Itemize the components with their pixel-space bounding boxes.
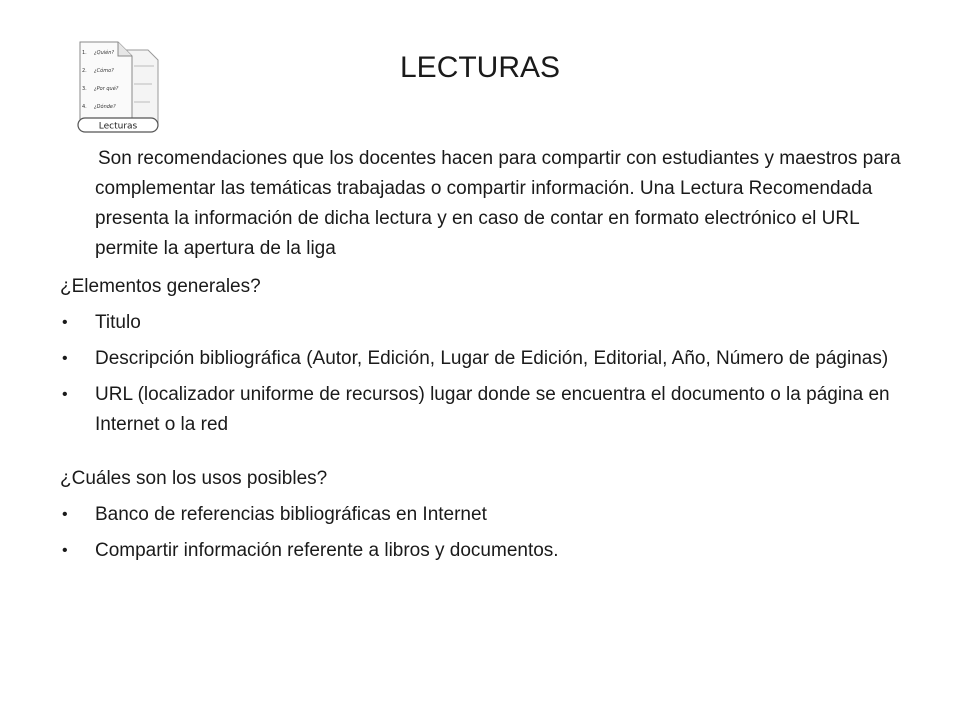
list-item [60,536,902,566]
list-item-text: Compartir información referente a libros y documentos. [95,540,559,561]
list-item [60,308,902,338]
list-item-text: Titulo [95,312,141,333]
bullet-list [60,308,902,440]
lecturas-logo [74,38,166,134]
lecturas-document-icon [74,38,166,134]
list-item-text: URL (localizador uniforme de recursos) lugar donde se encuentra el documento o la página en Internet o la red [95,384,890,435]
bullet-icon: • [62,350,68,367]
logo-line-num: 1. [82,50,87,56]
list-item [60,344,902,374]
logo-line-text: ¿Cómo? [94,68,114,74]
logo-line-num: 2. [82,68,87,74]
list-item [60,500,902,530]
logo-line-text: ¿Por qué? [94,86,119,92]
list-item-text: Banco de referencias bibliográficas en Internet [95,504,487,525]
logo-line-text: ¿Dónde? [94,104,116,110]
intro-paragraph: Son recomendaciones que los docentes hacen para compartir con estudiantes y maestros para complementar las temáticas trabajadas o compartir información. Una Lectura Recomendada presenta la información de dicha lectura y en caso de contar en formato electrónico el URL permite la apertura de la liga [95,148,901,259]
logo-line-text: ¿Quién? [94,50,115,56]
slide-title: LECTURAS [400,51,561,84]
slide-body [60,144,902,572]
bullet-icon: • [62,542,68,559]
logo-caption: Lecturas [98,121,138,132]
logo-line-num: 4. [82,104,87,110]
logo-line-num: 3. [82,86,87,92]
bullet-list [60,500,902,566]
list-item-text: Descripción bibliográfica (Autor, Edición, Lugar de Edición, Editorial, Año, Número de páginas) [95,348,889,369]
section-question: ¿Elementos generales? [60,276,261,297]
section-question: ¿Cuáles son los usos posibles? [60,468,328,489]
bullet-icon: • [62,386,68,403]
list-item [60,380,902,440]
bullet-icon: • [62,506,68,523]
bullet-icon: • [62,314,68,331]
